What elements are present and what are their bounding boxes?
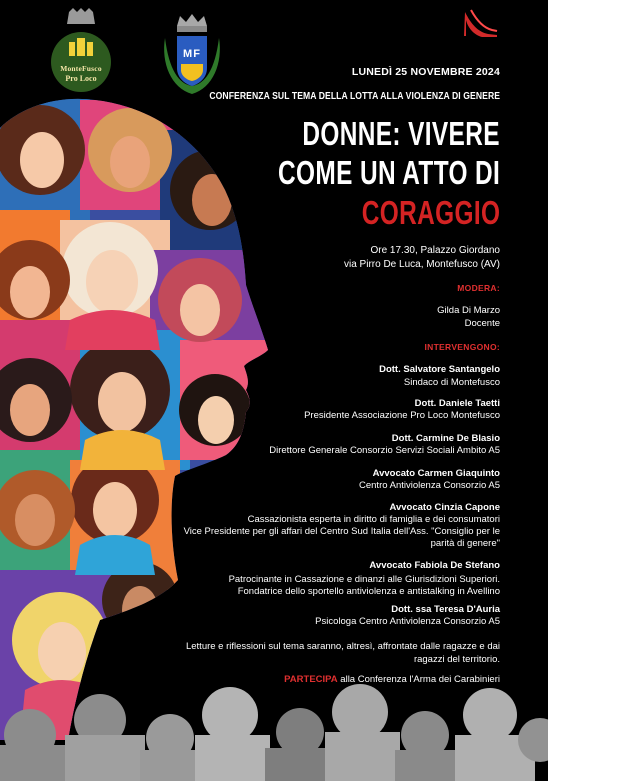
moderation-label: MODERA: xyxy=(457,283,500,293)
speaker-role: Cassazionista esperta in diritto di famiglia e dei consumatori xyxy=(247,514,500,525)
speaker-name: Avvocato Fabiola De Stefano xyxy=(369,560,500,571)
participation-line xyxy=(284,674,500,685)
speaker-name: Dott. ssa Teresa D'Auria xyxy=(391,604,500,615)
event-address: via Pirro De Luca, Montefusco (AV) xyxy=(344,259,500,270)
speaker-role: Vice Presidente per gli affari del Centro Sud Italia dell'Ass. "Consiglio per le xyxy=(183,526,500,537)
speakers-label: INTERVENGONO: xyxy=(424,342,500,352)
proloco-logo-line1: MonteFusco xyxy=(60,64,102,73)
speaker-role: Direttore Generale Consorzio Servizi Sociali Ambito A5 xyxy=(269,445,500,456)
participation-text: alla Conferenza l'Arma dei Carabinieri xyxy=(337,674,500,685)
speaker-role: Presidente Associazione Pro Loco Montefusco xyxy=(304,410,500,421)
speaker-role: Psicologa Centro Antiviolenza Consorzio A5 xyxy=(315,616,500,627)
speaker-name: Avvocato Carmen Giaquinto xyxy=(372,468,500,479)
event-title-line3: CORAGGIO xyxy=(361,194,500,231)
red-heels-icon xyxy=(462,8,500,38)
event-title-line2: COME UN ATTO DI xyxy=(277,154,500,191)
event-time-venue: Ore 17.30, Palazzo Giordano xyxy=(370,245,500,256)
proloco-logo-line2: Pro Loco xyxy=(65,74,97,83)
comune-logo-initials: MF xyxy=(183,48,201,60)
speaker-role: Patrocinante in Cassazione e dinanzi alle Giurisdizioni Superiori. xyxy=(228,574,500,585)
speaker-role: Fondatrice dello sportello antiviolenza e antistalking in Avellino xyxy=(237,586,500,597)
speaker-name: Avvocato Cinzia Capone xyxy=(389,502,500,513)
event-title-line1: DONNE: VIVERE xyxy=(302,115,500,152)
event-date: LUNEDÌ 25 NOVEMBRE 2024 xyxy=(351,66,500,78)
closing-text-line1: Letture e riflessioni sul tema saranno, altresì, affrontate dalle ragazze e dai xyxy=(185,641,500,652)
event-subtitle: CONFERENZA SUL TEMA DELLA LOTTA ALLA VIOLENZA DI GENERE xyxy=(209,91,500,102)
proloco-logo xyxy=(47,8,115,94)
speaker-role: parità di genere" xyxy=(430,538,500,549)
closing-text-line2: ragazzi del territorio. xyxy=(413,654,500,665)
speaker-role: Sindaco di Montefusco xyxy=(403,377,500,388)
moderator-role: Docente xyxy=(464,318,500,329)
speaker-name: Dott. Salvatore Santangelo xyxy=(379,364,500,375)
speaker-name: Dott. Carmine De Blasio xyxy=(391,433,500,444)
speaker-role: Centro Antiviolenza Consorzio A5 xyxy=(359,480,500,491)
participa-highlight: PARTECIPA xyxy=(284,674,338,685)
moderator-name: Gilda Di Marzo xyxy=(437,305,500,316)
speaker-name: Dott. Daniele Taetti xyxy=(414,398,500,409)
comune-coat-of-arms-logo xyxy=(157,8,227,100)
